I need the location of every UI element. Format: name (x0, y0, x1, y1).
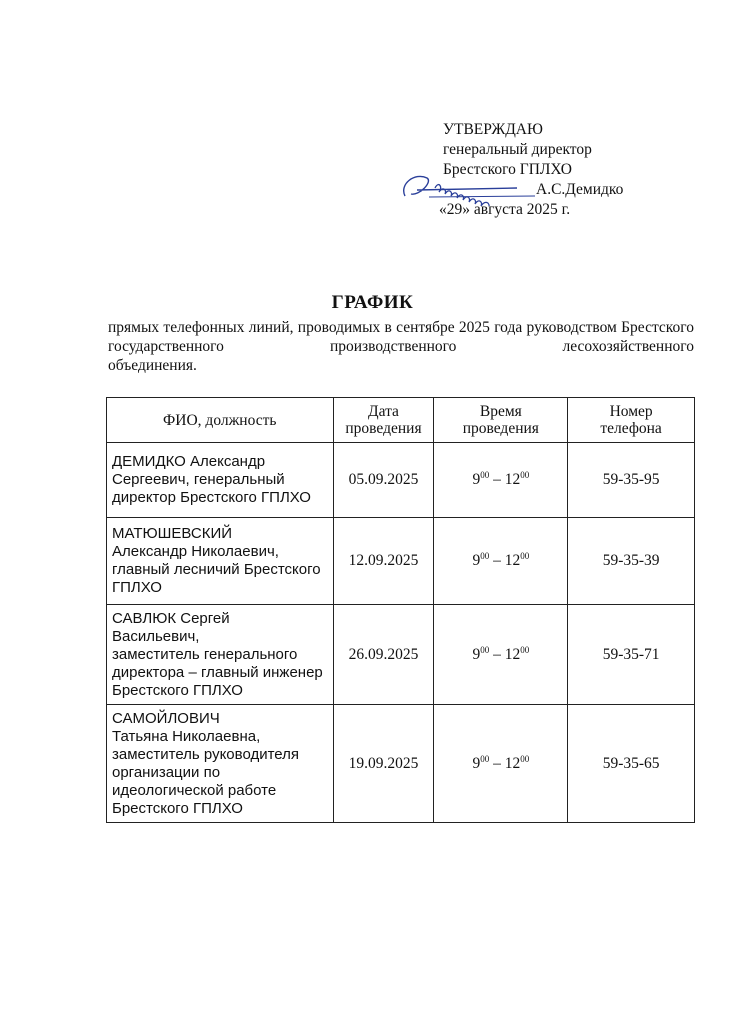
approval-heading: УТВЕРЖДАЮ (443, 121, 543, 138)
call-time (434, 705, 568, 823)
approval-position: генеральный директор (443, 141, 592, 158)
time-part: 12 (504, 754, 521, 772)
phone-number: 59-35-65 (568, 705, 695, 823)
document-title: ГРАФИК (331, 292, 414, 313)
name-line: заместитель генерального (112, 645, 298, 663)
name-line: директор Брестского ГПЛХО (112, 489, 311, 506)
document-subtitle (108, 318, 694, 375)
call-date: 05.09.2025 (333, 443, 434, 518)
table-row (107, 443, 695, 518)
phone-number: 59-35-95 (568, 443, 695, 518)
time-part: – (489, 754, 505, 772)
time-part: 00 (520, 753, 530, 764)
signatory-name: А.С.Демидко (536, 181, 624, 198)
person-name-position (107, 518, 334, 605)
time-part: – (489, 645, 505, 663)
name-line: главный лесничий Брестского (112, 561, 321, 578)
name-line: САМОЙЛОВИЧ (112, 709, 220, 727)
name-line: ГПЛХО (112, 579, 162, 596)
approval-date: «29» августа 2025 г. (439, 201, 571, 218)
time-part: 00 (520, 470, 530, 480)
name-line: директора – главный инженер (112, 663, 323, 681)
name-line: Сергеевич, генеральный (112, 471, 285, 488)
phone-number: 59-35-39 (568, 518, 695, 605)
name-line: Брестского ГПЛХО (112, 681, 243, 699)
time-part: 12 (504, 645, 521, 663)
call-time (434, 605, 568, 705)
time-part: 00 (480, 470, 490, 480)
table-row (107, 705, 695, 823)
subtitle-line: прямых телефонных линий, проводимых в сентябре 2025 года руководством (108, 319, 617, 336)
phone-number: 59-35-71 (568, 605, 695, 705)
time-part: 12 (504, 471, 521, 488)
name-line: МАТЮШЕВСКИЙ (112, 525, 233, 542)
time-part: 9 (472, 754, 481, 772)
subtitle-line: Брестского государственного производственного лесохозяйственного (108, 319, 695, 355)
table-header-row (107, 398, 695, 443)
time-part: 12 (504, 552, 521, 569)
header-name: ФИО, должность (107, 398, 334, 443)
time-part: 00 (520, 551, 530, 561)
call-time (434, 518, 568, 605)
name-line: идеологической работе (112, 781, 277, 799)
call-date: 12.09.2025 (333, 518, 434, 605)
subtitle-line: объединения. (108, 357, 197, 374)
time-part: 9 (472, 552, 481, 569)
name-line: Васильевич, (112, 627, 200, 645)
name-line: заместитель руководителя (112, 745, 300, 763)
person-name-position (107, 705, 334, 823)
call-date: 26.09.2025 (333, 605, 434, 705)
time-part: 00 (480, 753, 490, 764)
call-time (434, 443, 568, 518)
name-line: Татьяна Николаевна, (112, 727, 261, 745)
name-line: САВЛЮК Сергей (112, 609, 230, 627)
table-row (107, 605, 695, 705)
time-part: – (489, 471, 505, 488)
name-line: организации по (112, 763, 221, 781)
person-name-position (107, 605, 334, 705)
time-part: 00 (520, 644, 530, 655)
approval-block (439, 120, 624, 220)
header-date: Дата проведения (333, 398, 434, 443)
header-time: Время проведения (434, 398, 568, 443)
signature-line (443, 180, 623, 200)
name-line: Брестского ГПЛХО (112, 799, 243, 817)
person-name-position (107, 443, 334, 518)
call-date: 19.09.2025 (333, 705, 434, 823)
name-line: ДЕМИДКО Александр (112, 453, 266, 470)
name-line: Александр Николаевич, (112, 543, 279, 560)
time-part: 9 (472, 471, 481, 488)
header-phone: Номер телефона (568, 398, 695, 443)
schedule-table (106, 397, 695, 823)
table-row (107, 518, 695, 605)
time-part: 00 (480, 551, 490, 561)
approval-organization: Брестского ГПЛХО (443, 161, 572, 178)
time-part: 9 (472, 645, 481, 663)
time-part: – (489, 552, 505, 569)
handwritten-signature (397, 166, 537, 206)
time-part: 00 (480, 644, 490, 655)
